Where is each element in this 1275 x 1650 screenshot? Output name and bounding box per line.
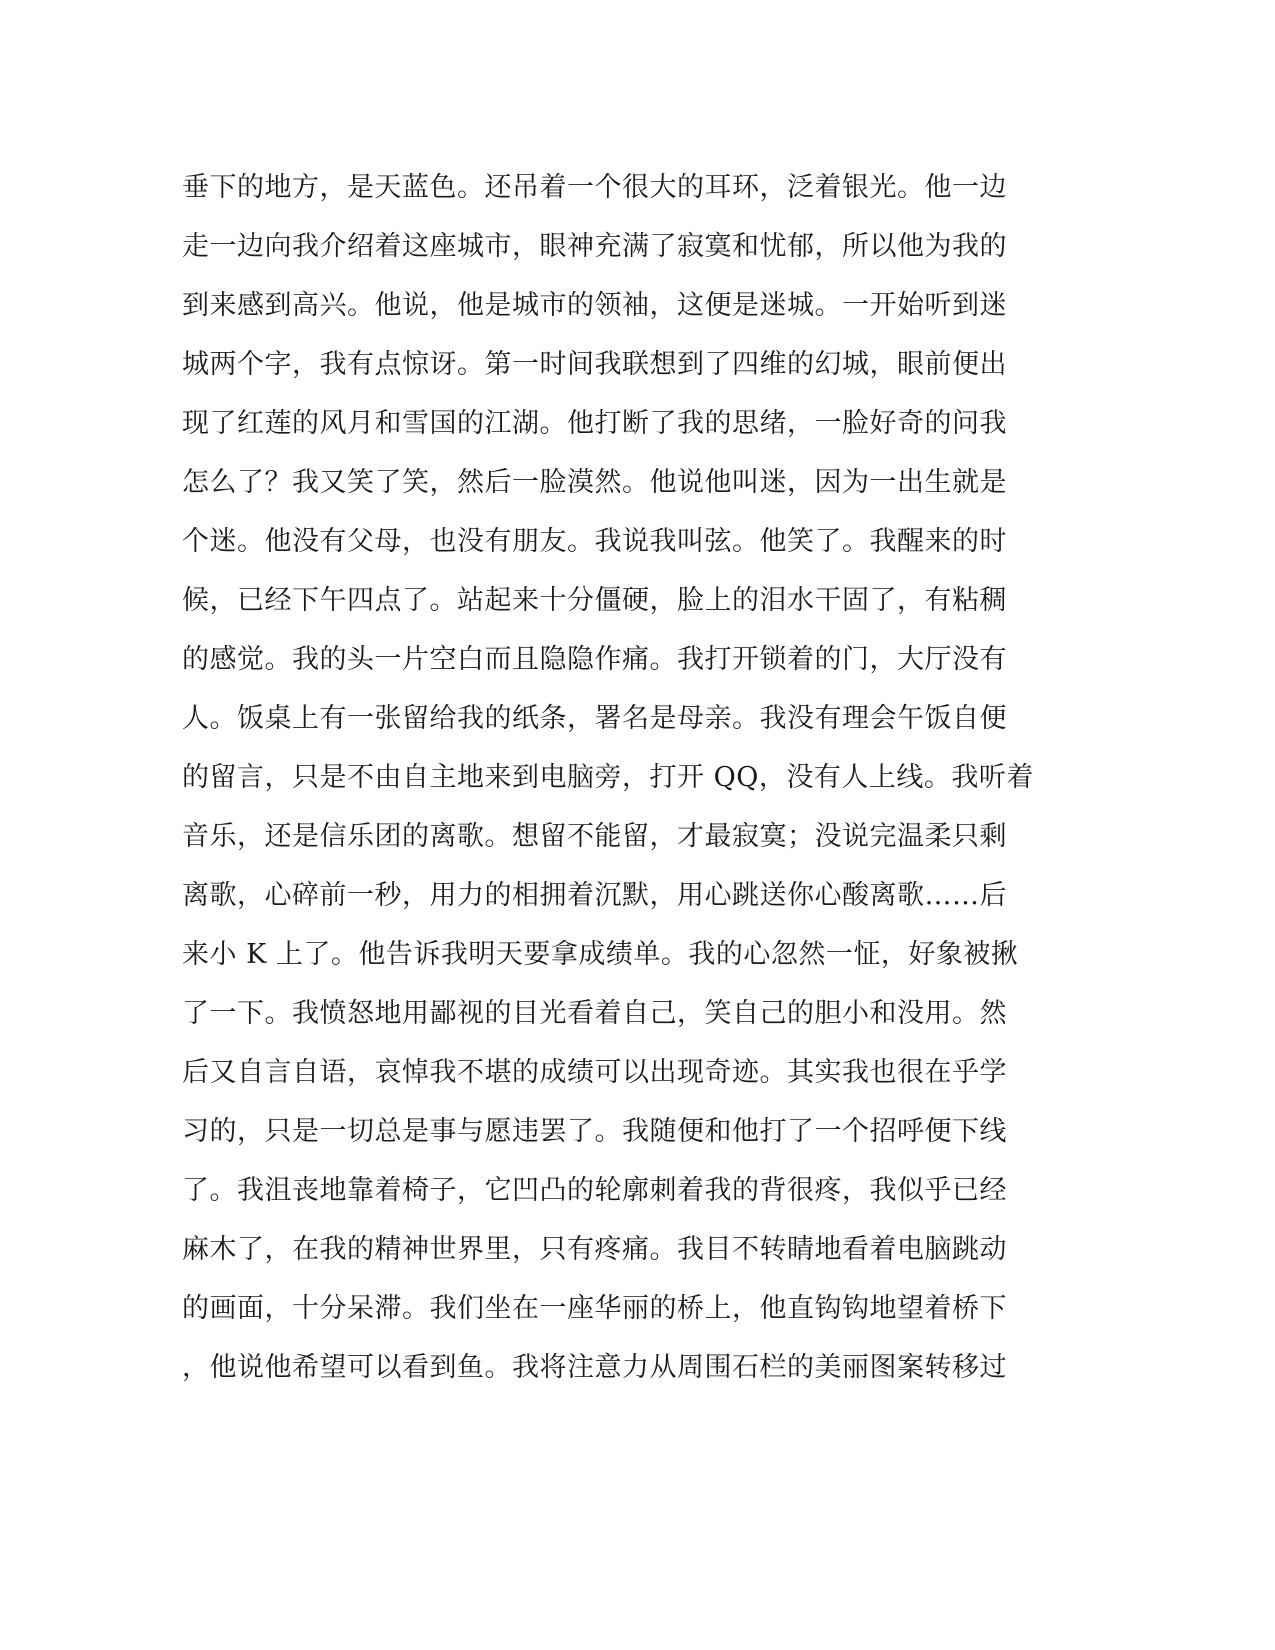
text-line-16: 后又自言自语，哀悼我不堪的成绩可以出现奇迹。其实我也很在乎学: [182, 1057, 1007, 1088]
text-line-4: 城两个字，我有点惊讶。第一时间我联想到了四维的幻城，眼前便出: [182, 349, 1007, 380]
text-line-9: 的感觉。我的头一片空白而且隐隐作痛。我打开锁着的门，大厅没有: [182, 644, 1007, 675]
text-line-17: 习的，只是一切总是事与愿违罢了。我随便和他打了一个招呼便下线: [182, 1116, 1007, 1147]
text-line-7: 个迷。他没有父母，也没有朋友。我说我叫弦。他笑了。我醒来的时: [182, 526, 1007, 557]
text-line-13: 离歌，心碎前一秒，用力的相拥着沉默，用心跳送你心酸离歌……后: [182, 880, 1007, 911]
text-line-8: 候，已经下午四点了。站起来十分僵硬，脸上的泪水干固了，有粘稠: [182, 585, 1007, 616]
text-line-1: 垂下的地方，是天蓝色。还吊着一个很大的耳环，泛着银光。他一边: [182, 172, 1007, 203]
text-line-20: 的画面，十分呆滞。我们坐在一座华丽的桥上，他直钩钩地望着桥下: [182, 1293, 1007, 1324]
text-line-5: 现了红莲的风月和雪国的江湖。他打断了我的思绪，一脸好奇的问我: [182, 408, 1007, 439]
text-line-21: ，他说他希望可以看到鱼。我将注意力从周围石栏的美丽图案转移过: [182, 1352, 1007, 1383]
text-line-15: 了一下。我愤怒地用鄙视的目光看着自己，笑自己的胆小和没用。然: [182, 998, 1007, 1029]
text-line-12: 音乐，还是信乐团的离歌。想留不能留，才最寂寞；没说完温柔只剩: [182, 821, 1007, 852]
body-text: [182, 158, 1042, 1397]
text-line-11: 的留言，只是不由自主地来到电脑旁，打开 QQ，没有人上线。我听着: [182, 762, 1034, 793]
text-line-14: 来小 K 上了。他告诉我明天要拿成绩单。我的心忽然一怔，好象被揪: [182, 939, 1019, 970]
text-line-2: 走一边向我介绍着这座城市，眼神充满了寂寞和忧郁，所以他为我的: [182, 231, 1007, 262]
text-line-19: 麻木了，在我的精神世界里，只有疼痛。我目不转睛地看着电脑跳动: [182, 1234, 1007, 1265]
text-line-6: 怎么了？我又笑了笑，然后一脸漠然。他说他叫迷，因为一出生就是: [182, 467, 1007, 498]
text-line-10: 人。饭桌上有一张留给我的纸条，署名是母亲。我没有理会午饭自便: [182, 703, 1007, 734]
text-line-18: 了。我沮丧地靠着椅子，它凹凸的轮廓刺着我的背很疼，我似乎已经: [182, 1175, 1007, 1206]
text-line-3: 到来感到高兴。他说，他是城市的领袖，这便是迷城。一开始听到迷: [182, 290, 1007, 321]
